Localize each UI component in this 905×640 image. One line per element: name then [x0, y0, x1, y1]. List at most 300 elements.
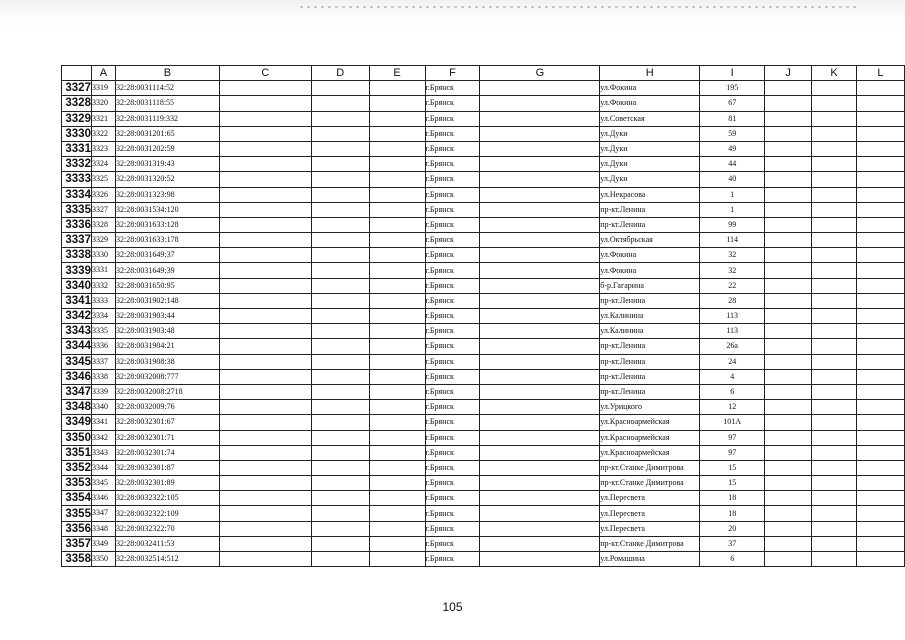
cell-l — [856, 248, 904, 263]
cell-d — [311, 187, 369, 202]
cell-a: 3331 — [91, 263, 115, 278]
cell-j — [765, 263, 812, 278]
cell-l — [856, 293, 904, 308]
cell-c — [219, 141, 311, 156]
cell-k — [812, 248, 857, 263]
table-row — [62, 81, 905, 96]
cell-a: 3321 — [91, 111, 115, 126]
cell-e — [369, 400, 425, 415]
cell-i: 113 — [700, 309, 765, 324]
cell-c — [219, 217, 311, 232]
cell-e — [369, 384, 425, 399]
cell-c — [219, 369, 311, 384]
column-header: L — [856, 66, 904, 81]
cell-b: 32:28:0031633:178 — [115, 233, 219, 248]
cell-l — [856, 111, 904, 126]
cell-e — [369, 536, 425, 551]
cell-i: 67 — [700, 96, 765, 111]
cell-d — [311, 400, 369, 415]
cell-i: 15 — [700, 476, 765, 491]
cell-i: 32 — [700, 263, 765, 278]
cell-f: г.Брянск — [425, 400, 480, 415]
cell-d — [311, 339, 369, 354]
cell-i: 59 — [700, 126, 765, 141]
cell-f: г.Брянск — [425, 552, 480, 567]
cell-e — [369, 324, 425, 339]
cell-c — [219, 476, 311, 491]
cell-l — [856, 460, 904, 475]
cell-h: ул.Красноармейская — [600, 445, 700, 460]
cell-c — [219, 460, 311, 475]
cell-l — [856, 476, 904, 491]
cell-a: 3319 — [91, 81, 115, 96]
cell-d — [311, 217, 369, 232]
cell-b: 32:28:0032301:67 — [115, 415, 219, 430]
cell-e — [369, 415, 425, 430]
cell-b: 32:28:0032322:105 — [115, 491, 219, 506]
cell-l — [856, 491, 904, 506]
cell-b: 32:28:0031903:44 — [115, 309, 219, 324]
cell-c — [219, 157, 311, 172]
cell-h: ул.Дуки — [600, 141, 700, 156]
cell-k — [812, 96, 857, 111]
cell-l — [856, 369, 904, 384]
cell-j — [765, 248, 812, 263]
row-number-cell: 3348 — [62, 400, 92, 415]
cell-l — [856, 202, 904, 217]
cell-c — [219, 521, 311, 536]
cell-k — [812, 126, 857, 141]
cell-f: г.Брянск — [425, 445, 480, 460]
cell-h: пр-кт.Ленина — [600, 384, 700, 399]
cell-c — [219, 111, 311, 126]
row-number-cell: 3334 — [62, 187, 92, 202]
cell-h: ул.Ромашина — [600, 552, 700, 567]
column-header: C — [219, 66, 311, 81]
cell-b: 32:28:0031114:52 — [115, 81, 219, 96]
table-row — [62, 324, 905, 339]
cell-g — [480, 400, 600, 415]
cell-f: г.Брянск — [425, 536, 480, 551]
cell-i: 97 — [700, 430, 765, 445]
cell-i: 81 — [700, 111, 765, 126]
cell-a: 3330 — [91, 248, 115, 263]
cell-d — [311, 445, 369, 460]
cell-e — [369, 491, 425, 506]
cell-c — [219, 430, 311, 445]
cell-a: 3348 — [91, 521, 115, 536]
cell-f: г.Брянск — [425, 217, 480, 232]
table-row — [62, 369, 905, 384]
cell-b: 32:28:0032008:777 — [115, 369, 219, 384]
cell-a: 3338 — [91, 369, 115, 384]
cell-g — [480, 248, 600, 263]
cell-g — [480, 460, 600, 475]
row-number-cell: 3335 — [62, 202, 92, 217]
cell-j — [765, 521, 812, 536]
cell-j — [765, 552, 812, 567]
cell-c — [219, 248, 311, 263]
cell-c — [219, 187, 311, 202]
cell-c — [219, 126, 311, 141]
cell-e — [369, 369, 425, 384]
cell-j — [765, 217, 812, 232]
cell-f: г.Брянск — [425, 96, 480, 111]
table-row — [62, 187, 905, 202]
cell-h: пр-кт.Ленина — [600, 369, 700, 384]
cell-d — [311, 521, 369, 536]
cell-a: 3349 — [91, 536, 115, 551]
cell-l — [856, 187, 904, 202]
cell-e — [369, 157, 425, 172]
cell-f: г.Брянск — [425, 172, 480, 187]
cell-a: 3347 — [91, 506, 115, 521]
cell-j — [765, 202, 812, 217]
cell-h: ул.Фокина — [600, 263, 700, 278]
cell-l — [856, 536, 904, 551]
row-number-cell: 3336 — [62, 217, 92, 232]
cell-j — [765, 430, 812, 445]
cell-h: пр-кт.Станке Димитрова — [600, 476, 700, 491]
cell-k — [812, 430, 857, 445]
row-number-cell: 3355 — [62, 506, 92, 521]
cell-i: 1 — [700, 202, 765, 217]
cell-b: 32:28:0032301:87 — [115, 460, 219, 475]
cell-e — [369, 187, 425, 202]
cell-a: 3346 — [91, 491, 115, 506]
cell-b: 32:28:0031633:128 — [115, 217, 219, 232]
row-number-cell: 3332 — [62, 157, 92, 172]
cell-l — [856, 309, 904, 324]
cell-b: 32:28:0031650:95 — [115, 278, 219, 293]
cell-e — [369, 202, 425, 217]
cell-e — [369, 354, 425, 369]
cell-l — [856, 126, 904, 141]
cell-f: г.Брянск — [425, 126, 480, 141]
cell-c — [219, 233, 311, 248]
cell-f: г.Брянск — [425, 263, 480, 278]
cell-l — [856, 141, 904, 156]
cell-j — [765, 384, 812, 399]
table-row — [62, 491, 905, 506]
cell-d — [311, 460, 369, 475]
cell-d — [311, 324, 369, 339]
cell-g — [480, 187, 600, 202]
cell-l — [856, 445, 904, 460]
table-row — [62, 476, 905, 491]
cell-b: 32:28:0032301:71 — [115, 430, 219, 445]
cell-j — [765, 491, 812, 506]
cell-e — [369, 521, 425, 536]
cell-d — [311, 96, 369, 111]
row-number-cell: 3350 — [62, 430, 92, 445]
cell-l — [856, 217, 904, 232]
cell-f: г.Брянск — [425, 476, 480, 491]
cell-d — [311, 111, 369, 126]
table-row — [62, 96, 905, 111]
cell-b: 32:28:0032322:70 — [115, 521, 219, 536]
cell-a: 3343 — [91, 445, 115, 460]
cell-c — [219, 293, 311, 308]
cell-d — [311, 157, 369, 172]
table-row — [62, 293, 905, 308]
cell-i: 15 — [700, 460, 765, 475]
cell-g — [480, 172, 600, 187]
table-row — [62, 126, 905, 141]
cell-j — [765, 460, 812, 475]
cell-c — [219, 384, 311, 399]
table-row — [62, 278, 905, 293]
cell-b: 32:28:0031902:148 — [115, 293, 219, 308]
cell-l — [856, 96, 904, 111]
cell-e — [369, 552, 425, 567]
cell-a: 3344 — [91, 460, 115, 475]
cell-a: 3327 — [91, 202, 115, 217]
cell-k — [812, 172, 857, 187]
cell-i: 99 — [700, 217, 765, 232]
cell-b: 32:28:0032008:2718 — [115, 384, 219, 399]
cell-c — [219, 263, 311, 278]
cell-d — [311, 415, 369, 430]
cell-a: 3329 — [91, 233, 115, 248]
cell-d — [311, 172, 369, 187]
cell-g — [480, 141, 600, 156]
cell-d — [311, 81, 369, 96]
cell-k — [812, 263, 857, 278]
cell-d — [311, 278, 369, 293]
cell-j — [765, 445, 812, 460]
cell-d — [311, 233, 369, 248]
column-header: H — [600, 66, 700, 81]
cell-h: пр-кт.Станке Димитрова — [600, 536, 700, 551]
cell-l — [856, 81, 904, 96]
cell-k — [812, 354, 857, 369]
cell-e — [369, 339, 425, 354]
cell-j — [765, 157, 812, 172]
cell-g — [480, 233, 600, 248]
cell-h: ул.Некрасова — [600, 187, 700, 202]
cell-k — [812, 217, 857, 232]
column-header: I — [700, 66, 765, 81]
cell-a: 3326 — [91, 187, 115, 202]
column-header: G — [480, 66, 600, 81]
cell-g — [480, 293, 600, 308]
cell-g — [480, 217, 600, 232]
column-header: D — [311, 66, 369, 81]
table-row — [62, 309, 905, 324]
row-number-cell: 3352 — [62, 460, 92, 475]
cell-b: 32:28:0032009:76 — [115, 400, 219, 415]
cell-c — [219, 172, 311, 187]
cell-f: г.Брянск — [425, 157, 480, 172]
cell-k — [812, 187, 857, 202]
cell-g — [480, 96, 600, 111]
cell-k — [812, 202, 857, 217]
cell-g — [480, 506, 600, 521]
cell-a: 3335 — [91, 324, 115, 339]
cell-d — [311, 248, 369, 263]
cell-j — [765, 476, 812, 491]
cell-b: 32:28:0031903:48 — [115, 324, 219, 339]
cell-j — [765, 324, 812, 339]
cell-d — [311, 536, 369, 551]
cell-h: ул.Фокина — [600, 248, 700, 263]
cell-h: пр-кт.Станке Димитрова — [600, 460, 700, 475]
cell-j — [765, 293, 812, 308]
cell-d — [311, 126, 369, 141]
cell-l — [856, 354, 904, 369]
cell-j — [765, 278, 812, 293]
cell-e — [369, 460, 425, 475]
cell-c — [219, 309, 311, 324]
table-row — [62, 430, 905, 445]
cell-l — [856, 506, 904, 521]
cell-i: 12 — [700, 400, 765, 415]
table-row — [62, 172, 905, 187]
column-header: E — [369, 66, 425, 81]
cell-a: 3336 — [91, 339, 115, 354]
corner-cell — [62, 66, 92, 81]
row-number-cell: 3354 — [62, 491, 92, 506]
cell-i: 24 — [700, 354, 765, 369]
cell-f: г.Брянск — [425, 293, 480, 308]
cell-e — [369, 248, 425, 263]
cell-g — [480, 278, 600, 293]
table-row — [62, 415, 905, 430]
cell-f: г.Брянск — [425, 506, 480, 521]
cell-e — [369, 96, 425, 111]
table-row — [62, 233, 905, 248]
table-row — [62, 552, 905, 567]
cell-a: 3350 — [91, 552, 115, 567]
row-number-cell: 3358 — [62, 552, 92, 567]
row-number-cell: 3353 — [62, 476, 92, 491]
cell-l — [856, 278, 904, 293]
cell-a: 3323 — [91, 141, 115, 156]
cell-l — [856, 552, 904, 567]
cell-b: 32:28:0031201:65 — [115, 126, 219, 141]
cell-a: 3325 — [91, 172, 115, 187]
cell-b: 32:28:0031119:332 — [115, 111, 219, 126]
cell-h: ул.Красноармейская — [600, 430, 700, 445]
cell-h: ул.Дуки — [600, 157, 700, 172]
cell-j — [765, 141, 812, 156]
cell-k — [812, 476, 857, 491]
cell-e — [369, 506, 425, 521]
cell-h: ул.Советская — [600, 111, 700, 126]
cell-b: 32:28:0031319:43 — [115, 157, 219, 172]
cell-j — [765, 96, 812, 111]
cell-i: 97 — [700, 445, 765, 460]
row-number-cell: 3342 — [62, 309, 92, 324]
cell-i: 113 — [700, 324, 765, 339]
row-number-cell: 3337 — [62, 233, 92, 248]
row-number-cell: 3346 — [62, 369, 92, 384]
cell-e — [369, 126, 425, 141]
cell-d — [311, 369, 369, 384]
cell-f: г.Брянск — [425, 384, 480, 399]
cell-b: 32:28:0032411:53 — [115, 536, 219, 551]
cell-e — [369, 293, 425, 308]
cell-a: 3333 — [91, 293, 115, 308]
cell-l — [856, 430, 904, 445]
cell-l — [856, 233, 904, 248]
cell-c — [219, 506, 311, 521]
cell-j — [765, 415, 812, 430]
cell-l — [856, 339, 904, 354]
cell-i: 195 — [700, 81, 765, 96]
cell-j — [765, 506, 812, 521]
cell-g — [480, 491, 600, 506]
cell-g — [480, 552, 600, 567]
scan-artifact-line — [300, 6, 860, 8]
cell-k — [812, 111, 857, 126]
cell-b: 32:28:0031202:59 — [115, 141, 219, 156]
column-header: J — [765, 66, 812, 81]
cell-f: г.Брянск — [425, 430, 480, 445]
table-row — [62, 248, 905, 263]
cell-e — [369, 233, 425, 248]
row-number-cell: 3349 — [62, 415, 92, 430]
cell-h: ул.Фокина — [600, 96, 700, 111]
cell-i: 22 — [700, 278, 765, 293]
cell-i: 6 — [700, 552, 765, 567]
cell-f: г.Брянск — [425, 81, 480, 96]
cell-h: ул.Пересвета — [600, 491, 700, 506]
table-row — [62, 354, 905, 369]
cell-g — [480, 415, 600, 430]
cell-a: 3339 — [91, 384, 115, 399]
cell-h: ул.Дуки — [600, 172, 700, 187]
cell-i: 49 — [700, 141, 765, 156]
cell-b: 32:28:0031323:98 — [115, 187, 219, 202]
column-header: K — [812, 66, 857, 81]
cell-l — [856, 324, 904, 339]
row-number-cell: 3341 — [62, 293, 92, 308]
cell-j — [765, 172, 812, 187]
cell-a: 3332 — [91, 278, 115, 293]
cell-g — [480, 445, 600, 460]
table-row — [62, 157, 905, 172]
cell-d — [311, 384, 369, 399]
cell-e — [369, 278, 425, 293]
cell-a: 3342 — [91, 430, 115, 445]
cell-d — [311, 354, 369, 369]
cell-a: 3341 — [91, 415, 115, 430]
cell-g — [480, 536, 600, 551]
cell-k — [812, 141, 857, 156]
cell-i: 1 — [700, 187, 765, 202]
cell-l — [856, 172, 904, 187]
cell-b: 32:28:0031118:55 — [115, 96, 219, 111]
cell-c — [219, 278, 311, 293]
column-header: A — [91, 66, 115, 81]
cell-k — [812, 536, 857, 551]
row-number-cell: 3331 — [62, 141, 92, 156]
cell-f: г.Брянск — [425, 521, 480, 536]
cell-c — [219, 552, 311, 567]
cell-k — [812, 278, 857, 293]
cell-l — [856, 415, 904, 430]
cell-k — [812, 81, 857, 96]
cell-b: 32:28:0031320:52 — [115, 172, 219, 187]
row-number-cell: 3357 — [62, 536, 92, 551]
cell-i: 18 — [700, 491, 765, 506]
cell-i: 18 — [700, 506, 765, 521]
cell-e — [369, 476, 425, 491]
cell-d — [311, 141, 369, 156]
cell-i: 101А — [700, 415, 765, 430]
